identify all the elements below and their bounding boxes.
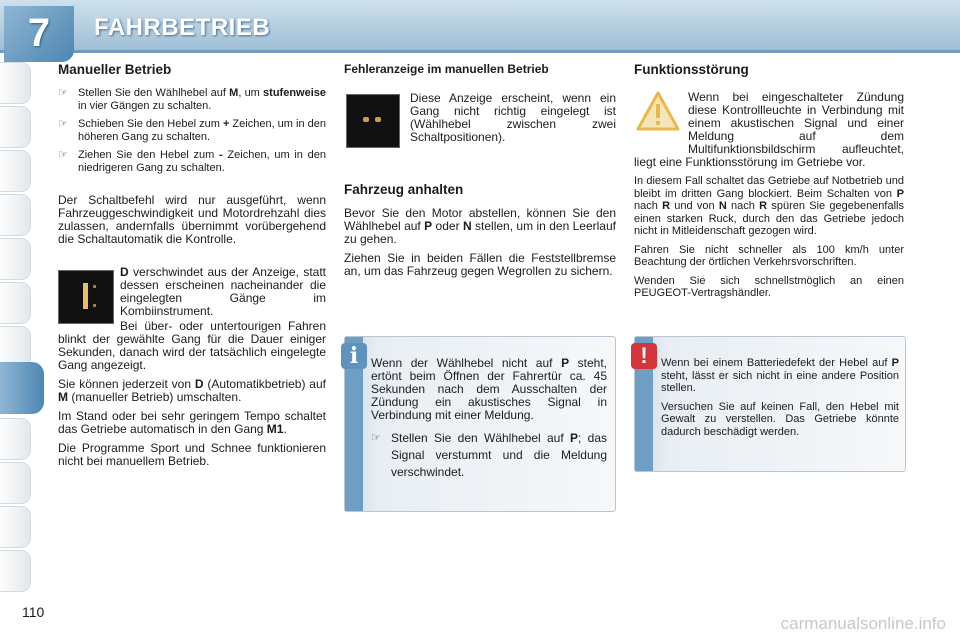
bullet-item: ☞ Ziehen Sie den Hebel zum - Zeichen, um in den niedrigeren Gang zu schalten. [58, 149, 326, 174]
side-tab[interactable] [0, 106, 31, 148]
column-fault-stop [344, 62, 616, 278]
paragraph: In diesem Fall schaltet das Getriebe auf Notbetrieb und bleibt im dritten Gang blockiert. Beim Schalten von P nach R und von N nach R spüren Sie gegebenenfalls einen starken Ruck, durch den das Getriebe jedoch nicht in Mitleidenschaft gezogen wird. [634, 175, 904, 237]
bullet-item: ☞ Stellen Sie den Wählhebel auf P; das Signal verstummt und die Meldung verschwindet. [371, 431, 608, 479]
side-tab-active[interactable] [0, 362, 44, 414]
chapter-title: FAHRBETRIEB [94, 14, 271, 41]
side-tab[interactable] [0, 282, 31, 324]
heading-fault-display: Fehleranzeige im manuellen Betrieb [344, 62, 549, 76]
side-tab[interactable] [0, 238, 31, 280]
paragraph: Wenn der Wählhebel nicht auf P steht, ertönt beim Öffnen der Fahrertür ca. 45 Sekunden nach dem Ausschalten der Zündung ein akustisches Signal in Verbindung mit einer Meldung. [371, 356, 607, 422]
bullet-item: ☞ Stellen Sie den Wählhebel auf M, um stufenweise in vier Gängen zu schalten. [58, 87, 327, 112]
pointing-hand-icon: ☞ [58, 149, 68, 161]
warning-box [634, 336, 906, 472]
paragraph: Wenn bei einem Batteriedefekt der Hebel auf P steht, lässt er sich nicht in eine andere Position stellen. [661, 357, 899, 394]
pointing-hand-icon: ☞ [58, 87, 68, 99]
page-number: 110 [22, 604, 45, 620]
info-box [344, 336, 616, 512]
paragraph: Versuchen Sie auf keinen Fall, den Hebel mit Gewalt zu verstellen. Das Getriebe könnte dadurch beschädigt werden. [661, 400, 899, 438]
heading-manual-mode: Manueller Betrieb [58, 62, 172, 77]
pointing-hand-icon: ☞ [371, 432, 381, 444]
gear-display-image [58, 270, 114, 324]
side-tab[interactable] [0, 462, 31, 504]
side-tab[interactable] [0, 506, 31, 548]
heading-vehicle-stop: Fahrzeug anhalten [344, 182, 464, 197]
header-rule [0, 50, 960, 53]
side-tab[interactable] [0, 418, 31, 460]
info-content [371, 357, 607, 481]
paragraph: Wenn bei eingeschalteter Zündung diese Kontrollleuchte in Verbindung mit einem akustischen Signal und einer Meldung auf dem Multifunktionsbildschirm aufleuchtet, liegt eine Funktionsstörung im Getriebe vor. [634, 90, 904, 169]
paragraph: Der Schaltbefehl wird nur ausgeführt, wenn Fahrzeuggeschwindigkeit und Motordrehzahl dies zulassen, andernfalls übernimmt vorübergehend die Schaltautomatik die Kontrolle. [58, 193, 326, 246]
malfunction-block [634, 91, 904, 169]
fault-display-image [346, 94, 400, 148]
column-manual-mode [58, 62, 326, 468]
fault-display-block [344, 92, 616, 150]
column-malfunction [634, 62, 904, 300]
paragraph: D verschwindet aus der Anzeige, statt dessen erscheinen nacheinander die eingelegten Gänge im Kombiinstrument. [120, 265, 326, 318]
side-tab[interactable] [0, 550, 31, 592]
paragraph: Bevor Sie den Motor abstellen, können Sie den Wählhebel auf P oder N stellen, um in den Leerlauf zu gehen. [344, 206, 616, 246]
paragraph: Sie können jederzeit von D (Automatikbetrieb) auf M (manueller Betrieb) umschalten. [58, 377, 326, 404]
gear-display-block [58, 266, 326, 372]
warning-content [661, 357, 899, 438]
warning-triangle-icon [636, 91, 680, 131]
footer-watermark: carmanualsonline.info [780, 614, 946, 633]
side-tab[interactable] [0, 150, 31, 192]
paragraph: Im Stand oder bei sehr geringem Tempo schaltet das Getriebe automatisch in den Gang M1. [58, 409, 326, 436]
heading-malfunction: Funktionsstörung [634, 62, 749, 77]
paragraph: Diese Anzeige erscheint, wenn ein Gang nicht richtig eingelegt ist (Wählhebel zwischen zwei Schaltpositionen). [410, 91, 616, 144]
paragraph: Die Programme Sport und Schnee funktionieren nicht bei manuellem Betrieb. [58, 441, 326, 468]
warning-icon: ! [631, 343, 657, 369]
gear-digit-icon [83, 283, 88, 309]
paragraph: Bei über- oder untertourigen Fahren blinkt der gewählte Gang für die Dauer einiger Sekunden, danach wird der tatsächlich eingelegte Gang angezeigt. [58, 319, 326, 372]
info-icon: i [341, 343, 367, 369]
chapter-number: 7 [27, 11, 51, 55]
paragraph: Wenden Sie sich schnellstmöglich an einen PEUGEOT-Vertragshändler. [634, 274, 904, 299]
side-tab[interactable] [0, 62, 31, 104]
paragraph: Ziehen Sie in beiden Fällen die Feststellbremse an, um das Fahrzeug gegen Wegrollen zu sichern. [344, 251, 616, 278]
bullet-item: ☞ Schieben Sie den Hebel zum + Zeichen, um in den höheren Gang zu schalten. [58, 118, 326, 143]
side-tab[interactable] [0, 194, 31, 236]
pointing-hand-icon: ☞ [58, 118, 68, 130]
paragraph: Fahren Sie nicht schneller als 100 km/h unter Beachtung der örtlichen Verkehrsvorschriften. [634, 243, 904, 268]
